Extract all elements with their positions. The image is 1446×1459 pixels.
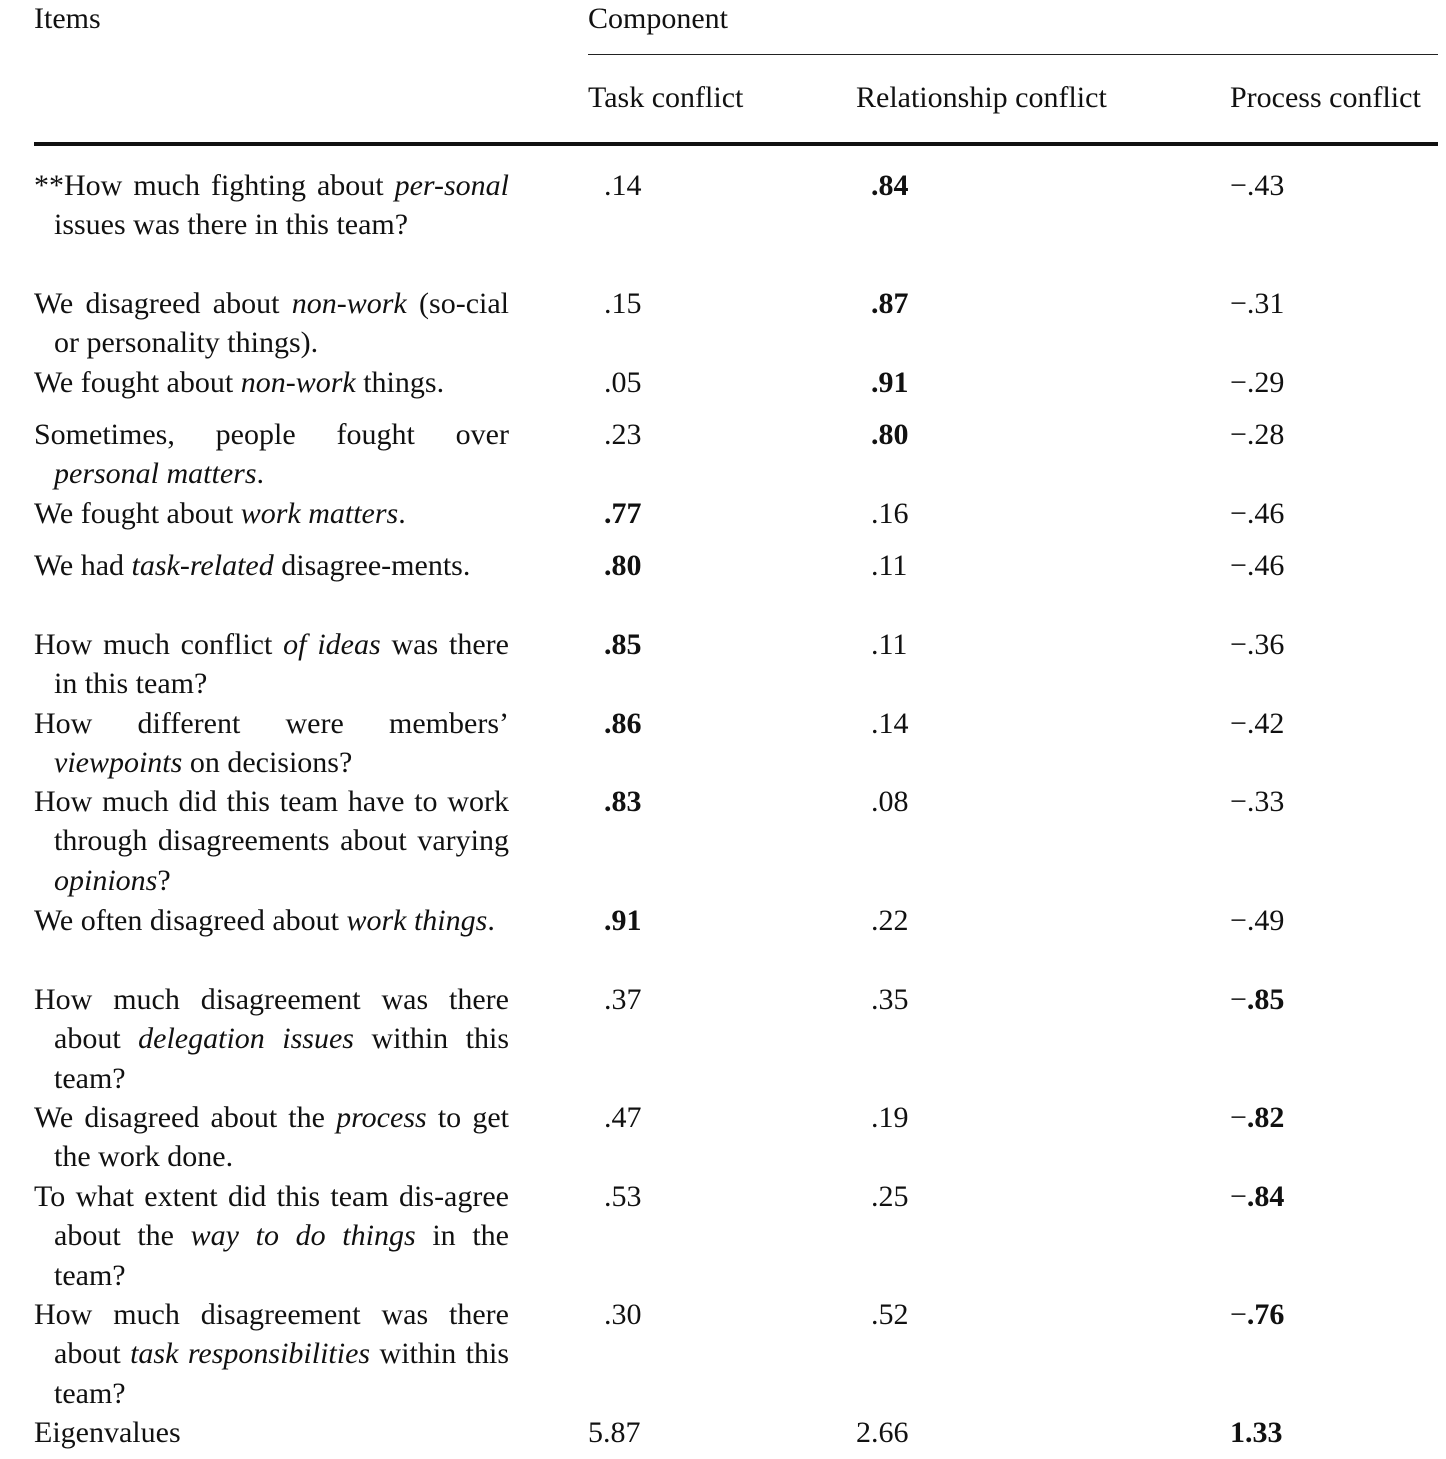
loading-task: .37 [604, 983, 642, 1016]
loading-task: .14 [604, 169, 642, 202]
loading-task: .77 [604, 497, 642, 530]
loading-task: .83 [604, 785, 642, 818]
item-text: How much did this team have to work through disagreements about varying opinions? [34, 785, 509, 897]
loading-relationship: .11 [871, 628, 908, 661]
loading-relationship: .08 [871, 785, 909, 818]
item-text: How much conflict of ideas was there in this team? [34, 628, 509, 701]
item-text: How much disagreement was there about task responsibilities within this team? [34, 1298, 509, 1410]
item-text: We often disagreed about work things. [34, 904, 495, 937]
loading-relationship: .87 [871, 287, 909, 320]
header-divider-thin [588, 54, 1438, 55]
loading-task: .86 [604, 707, 642, 740]
loading-relationship: .25 [871, 1180, 909, 1213]
loading-task: .30 [604, 1298, 642, 1331]
loading-task: .91 [604, 904, 642, 937]
loading-process: −.28 [1230, 418, 1285, 451]
loading-process: −.46 [1230, 549, 1285, 582]
loading-relationship: .91 [871, 366, 909, 399]
loading-relationship: .35 [871, 983, 909, 1016]
item-text: **How much fighting about per-sonal issues was there in this team? [34, 169, 509, 242]
loading-task: .23 [604, 418, 642, 451]
item-text: To what extent did this team dis-agree about the way to do things in the team? [34, 1180, 509, 1292]
column-header-items: Items [34, 2, 101, 35]
loading-relationship: .11 [871, 549, 908, 582]
loading-process: −.36 [1230, 628, 1285, 661]
loading-relationship: .80 [871, 418, 909, 451]
loading-process: −.85 [1230, 983, 1285, 1016]
loading-process: −.33 [1230, 785, 1285, 818]
eigenvalues-label: Eigenvalues [34, 1416, 181, 1449]
loading-task: .15 [604, 287, 642, 320]
eigenvalue-process: 1.33 [1230, 1416, 1283, 1449]
loading-task: .85 [604, 628, 642, 661]
item-text: We fought about non-work things. [34, 366, 445, 399]
loading-relationship: .84 [871, 169, 909, 202]
loading-process: −.49 [1230, 904, 1285, 937]
loading-task: .53 [604, 1180, 642, 1213]
header-divider-thick [34, 142, 1438, 146]
column-header-component: Component [588, 2, 728, 35]
item-text: How much disagreement was there about delegation issues within this team? [34, 983, 510, 1095]
loading-process: −.31 [1230, 287, 1285, 320]
loading-process: −.82 [1230, 1101, 1285, 1134]
column-header-task-conflict: Task conflict [588, 81, 744, 114]
item-text: Sometimes, people fought over personal matters. [34, 418, 509, 491]
loading-relationship: .52 [871, 1298, 909, 1331]
item-text: We disagreed about the process to get the work done. [34, 1101, 509, 1174]
loading-relationship: .22 [871, 904, 909, 937]
loading-relationship: .14 [871, 707, 909, 740]
loading-relationship: .16 [871, 497, 909, 530]
item-text: We disagreed about non-work (so-cial or personality things). [34, 287, 509, 360]
loading-task: .05 [604, 366, 642, 399]
loading-process: −.76 [1230, 1298, 1285, 1331]
loading-relationship: .19 [871, 1101, 909, 1134]
eigenvalue-task: 5.87 [588, 1416, 641, 1449]
column-header-relationship-conflict: Relationship conflict [856, 81, 1107, 114]
loading-task: .80 [604, 549, 642, 582]
column-header-process-conflict: Process conflict [1230, 81, 1421, 114]
loading-process: −.42 [1230, 707, 1285, 740]
loading-process: −.43 [1230, 169, 1285, 202]
item-text: We fought about work matters. [34, 497, 406, 530]
item-text: We had task-related disagree-ments. [34, 549, 471, 582]
eigenvalue-relationship: 2.66 [856, 1416, 909, 1449]
loading-process: −.84 [1230, 1180, 1285, 1213]
loading-task: .47 [604, 1101, 642, 1134]
item-text: How different were members’ viewpoints on decisions? [34, 707, 509, 780]
loading-process: −.29 [1230, 366, 1285, 399]
loading-process: −.46 [1230, 497, 1285, 530]
